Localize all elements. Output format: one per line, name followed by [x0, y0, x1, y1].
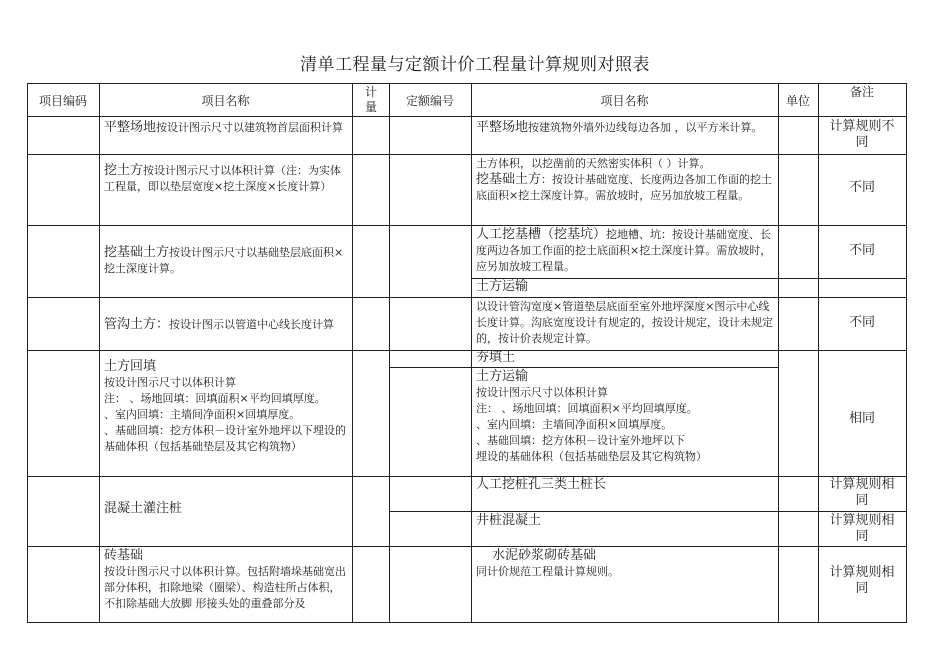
row5-right — [476, 369, 774, 465]
row1-left — [104, 120, 349, 136]
row5-right-head: 土方运输 — [476, 369, 529, 384]
grid-line — [27, 476, 907, 477]
row7-right-head: 水泥砂浆砌砖基础 — [492, 548, 597, 563]
row5-right-line: 注： 、场地回填：回填面积×平均回填厚度。 — [476, 402, 698, 415]
row3-right-body: 挖地槽、坑：按设计基础宽度、长度两边各加工作面的挖土底面积×挖土深度计算。需放坡时，应另加放坡工程量。 — [476, 228, 772, 273]
row1-remark: 计算规则不同 — [829, 119, 895, 150]
row2-left-body: 按设计图示尺寸以体积计算（注：为实体工程量，即以垫层宽度×挖土深度×长度计算） — [104, 164, 342, 193]
row1-right — [476, 120, 774, 136]
row7-left — [104, 548, 349, 622]
grid-line — [27, 546, 907, 547]
row3-left-body: 按设计图示尺寸以基础垫层底面积×挖土深度计算。 — [104, 246, 344, 275]
header-name-right: 项目名称 — [600, 94, 649, 108]
row5-left — [104, 359, 349, 455]
row2-right — [476, 156, 774, 204]
row2-left — [104, 163, 349, 195]
row1-left-head: 平整场地 — [104, 120, 157, 135]
header-remark: 备注 — [849, 85, 874, 99]
grid-line — [818, 83, 819, 623]
grid-line — [27, 83, 28, 623]
row6-left-head: 混凝土灌注桩 — [104, 501, 183, 516]
page-title: 清单工程量与定额计价工程量计算规则对照表 — [300, 55, 650, 75]
row5-left-line: 、基础回填：挖方体积－设计室外地坪以下埋设的基础体积（包括基础垫层及其它构筑物） — [104, 424, 346, 453]
grid-line — [27, 225, 907, 226]
row7-left-body: 按设计图示尺寸以体积计算。包括附墙垛基础宽出部分体积，扣除地梁（圈梁）、构造柱所占体积，不扣除基础大放脚 形接头处的重叠部分及 — [104, 565, 346, 610]
row1-right-head: 平整场地 — [476, 120, 529, 135]
row5-right-line: 、室内回填：主墙间净面积×回填厚度。 — [476, 418, 673, 431]
grid-line — [27, 297, 907, 298]
row1-right-body: 按建筑物外墙外边线每边各加 ，以平方米计算。 — [528, 121, 763, 134]
row2-right-pre: 土方体积，以挖凿前的天然密实体积（ ）计算。 — [476, 157, 711, 170]
row7-right — [476, 548, 774, 580]
grid-line — [27, 622, 907, 623]
header-code: 项目编码 — [38, 94, 87, 108]
row5-remark: 相同 — [848, 411, 875, 426]
header-quota-code: 定额编号 — [405, 94, 454, 108]
grid-line — [389, 83, 390, 623]
row7-right-body: 同计价规范工程量计算规则。 — [476, 565, 619, 578]
row2-right-body: ：按设计基础宽度、长度两边各加工作面的挖土底面积×挖土深度计算。需放坡时，应另加放坡工程量。 — [476, 173, 773, 202]
grid-line — [27, 350, 907, 351]
row3-left-head: 挖基础土方 — [104, 245, 170, 260]
header-unit-left: 计量 — [364, 85, 377, 114]
row6-remark-b: 计算规则相同 — [829, 513, 895, 544]
grid-line — [389, 367, 778, 368]
row5-right-line: 、基础回填：挖方体积－设计室外地坪以下 — [476, 434, 685, 447]
row5-left-line: 按设计图示尺寸以体积计算 — [104, 376, 236, 389]
row3-right-head: 人工挖基槽（挖基坑） — [476, 227, 607, 242]
grid-line — [389, 511, 907, 512]
row2-remark: 不同 — [848, 180, 875, 195]
grid-line — [27, 116, 907, 117]
row2-right-head: 挖基础土方 — [476, 172, 542, 187]
row5-right-line: 埋设的基础体积（包括基础垫层及其它构筑物） — [476, 450, 707, 463]
row5-left-line: 、室内回填：主墙间净面积×回填厚度。 — [104, 408, 301, 421]
grid-line — [27, 83, 907, 84]
grid-line — [906, 83, 907, 623]
row3-left — [104, 245, 349, 277]
row5-left-line: 注： 、场地回填：回填面积×平均回填厚度。 — [104, 392, 326, 405]
grid-line — [471, 83, 472, 623]
row3-remark: 不同 — [848, 243, 875, 258]
row7-left-head: 砖基础 — [104, 548, 144, 563]
grid-line — [352, 83, 353, 623]
row3-right-sub: 土方运输 — [476, 279, 529, 294]
row4-left-body: 按设计图示以管道中心线长度计算 — [169, 318, 335, 331]
comparison-table — [27, 83, 907, 623]
row1-left-body: 按设计图示尺寸以建筑物首层面积计算 — [156, 121, 344, 134]
grid-line — [27, 154, 907, 155]
grid-line — [99, 83, 100, 623]
header-name-left: 项目名称 — [201, 94, 250, 108]
row5-right-top: 夯填土 — [476, 350, 516, 365]
row6-right-b: 井桩混凝土 — [476, 513, 542, 528]
header-unit-right: 单位 — [785, 94, 810, 108]
row5-left-head: 土方回填 — [104, 359, 157, 374]
grid-line — [778, 83, 779, 623]
row5-right-line: 按设计图示尺寸以体积计算 — [476, 386, 608, 399]
row4-left-head: 管沟土方： — [104, 317, 170, 332]
row2-left-head: 挖土方 — [104, 163, 144, 178]
row7-remark: 计算规则相同 — [829, 565, 895, 596]
row6-remark-a: 计算规则相同 — [829, 477, 895, 508]
row4-right: 以设计管沟宽度×管道垫层底面至室外地坪深度×图示中心线长度计算。沟底宽度设计有规定的，按设计规定，设计未规定的，按计价表规定计算。 — [476, 300, 773, 345]
row4-left — [104, 317, 349, 333]
row3-right — [476, 227, 774, 275]
row4-remark: 不同 — [848, 315, 875, 330]
row6-right-a: 人工挖桩孔三类土桩长 — [476, 477, 607, 492]
